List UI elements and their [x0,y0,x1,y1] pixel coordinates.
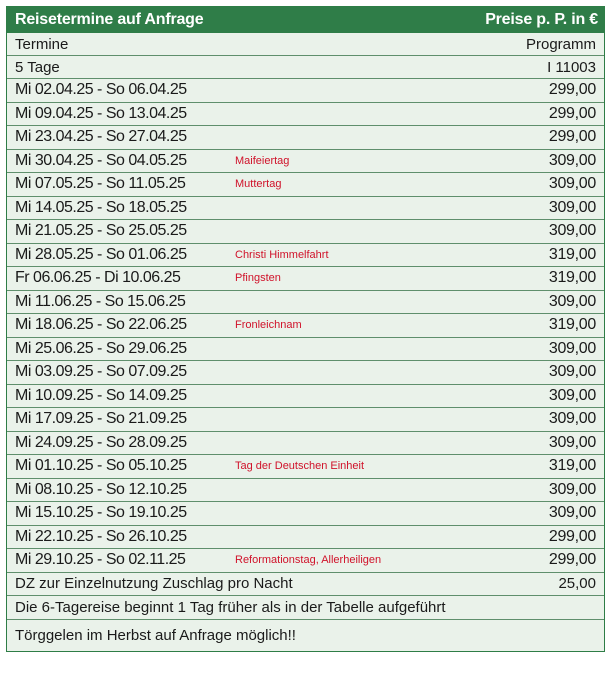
date-rows [7,79,604,573]
table-row [7,385,604,409]
price: 309,00 [548,151,596,169]
table-row [7,338,604,362]
price: 319,00 [548,269,596,287]
date-range: Mi 10.09.25 - So 14.09.25 [15,386,187,404]
date-range: Mi 22.10.25 - So 26.10.25 [15,527,187,545]
price: 309,00 [548,292,596,310]
date-range: Mi 11.06.25 - So 15.06.25 [15,292,186,310]
table-row [7,361,604,385]
price: 309,00 [548,480,596,498]
date-range: Mi 30.04.25 - So 04.05.25 [15,151,187,169]
table-row [7,455,604,479]
price: 309,00 [548,339,596,357]
price-label: Preise p. P. in € [485,11,598,28]
date-range: Mi 01.10.25 - So 05.10.25 [15,457,187,475]
date-range: Mi 29.10.25 - So 02.11.25 [15,551,186,569]
table-row [7,197,604,221]
date-range: Mi 14.05.25 - So 18.05.25 [15,198,187,216]
price: 319,00 [548,316,596,334]
date-range: Mi 08.10.25 - So 12.10.25 [15,480,187,498]
date-range: Mi 24.09.25 - So 28.09.25 [15,433,187,451]
date-range: Mi 28.05.25 - So 01.06.25 [15,245,187,263]
section-label: 5 Tage [15,58,60,76]
info-note-text: Die 6-Tagereise beginnt 1 Tag früher als in der Tabelle aufgeführt [15,598,446,616]
price: 309,00 [548,433,596,451]
price: 309,00 [548,410,596,428]
price: 309,00 [548,363,596,381]
table-row [7,549,604,573]
table-row [7,79,604,103]
info-note [7,596,604,620]
travel-dates-table [6,6,605,652]
price: 309,00 [548,222,596,240]
table-row [7,502,604,526]
price: 309,00 [548,504,596,522]
price: 319,00 [548,457,596,475]
date-range: Mi 07.05.25 - So 11.05.25 [15,175,186,193]
table-row [7,103,604,127]
date-range: Mi 18.06.25 - So 22.06.25 [15,316,187,334]
surcharge-label: DZ zur Einzelnutzung Zuschlag pro Nacht [15,575,293,593]
table-row [7,244,604,268]
table-row [7,291,604,315]
table-row [7,267,604,291]
holiday-label: Tag der Deutschen Einheit [235,460,365,473]
holiday-label: Reformationstag, Allerheiligen [235,554,382,567]
column-header-program: Programm [525,35,596,53]
holiday-label: Maifeiertag [235,154,290,167]
table-row [7,479,604,503]
holiday-label: Christi Himmelfahrt [235,248,329,261]
holiday-label: Fronleichnam [235,319,302,332]
price: 299,00 [548,128,596,146]
surcharge-price: 25,00 [558,575,596,593]
column-header-dates: Termine [15,35,69,53]
date-range: Mi 09.04.25 - So 13.04.25 [15,104,187,122]
footer-note [7,620,604,651]
holiday-label: Pfingsten [235,272,281,285]
section-row [7,56,604,79]
table-row [7,408,604,432]
date-range: Mi 23.04.25 - So 27.04.25 [15,128,187,146]
table-row [7,220,604,244]
date-range: Fr 06.06.25 - Di 10.06.25 [15,269,181,287]
table-row [7,432,604,456]
table-row [7,526,604,550]
date-range: Mi 15.10.25 - So 19.10.25 [15,504,187,522]
program-code: I 11003 [547,58,596,76]
price: 319,00 [548,245,596,263]
footer-note-text: Törggelen im Herbst auf Anfrage möglich!! [15,626,296,644]
column-header-row [7,33,604,56]
date-range: Mi 17.09.25 - So 21.09.25 [15,410,187,428]
price: 299,00 [548,104,596,122]
price: 309,00 [548,386,596,404]
table-row [7,173,604,197]
date-range: Mi 03.09.25 - So 07.09.25 [15,363,187,381]
holiday-label: Muttertag [235,178,282,191]
table-title: Reisetermine auf Anfrage [15,11,204,28]
surcharge-row [7,573,604,597]
price: 299,00 [548,527,596,545]
price: 309,00 [548,198,596,216]
table-row [7,314,604,338]
price: 309,00 [548,175,596,193]
date-range: Mi 02.04.25 - So 06.04.25 [15,81,187,99]
table-row [7,150,604,174]
table-header [7,7,604,33]
table-row [7,126,604,150]
price: 299,00 [548,551,596,569]
date-range: Mi 21.05.25 - So 25.05.25 [15,222,187,240]
price: 299,00 [548,81,596,99]
date-range: Mi 25.06.25 - So 29.06.25 [15,339,187,357]
